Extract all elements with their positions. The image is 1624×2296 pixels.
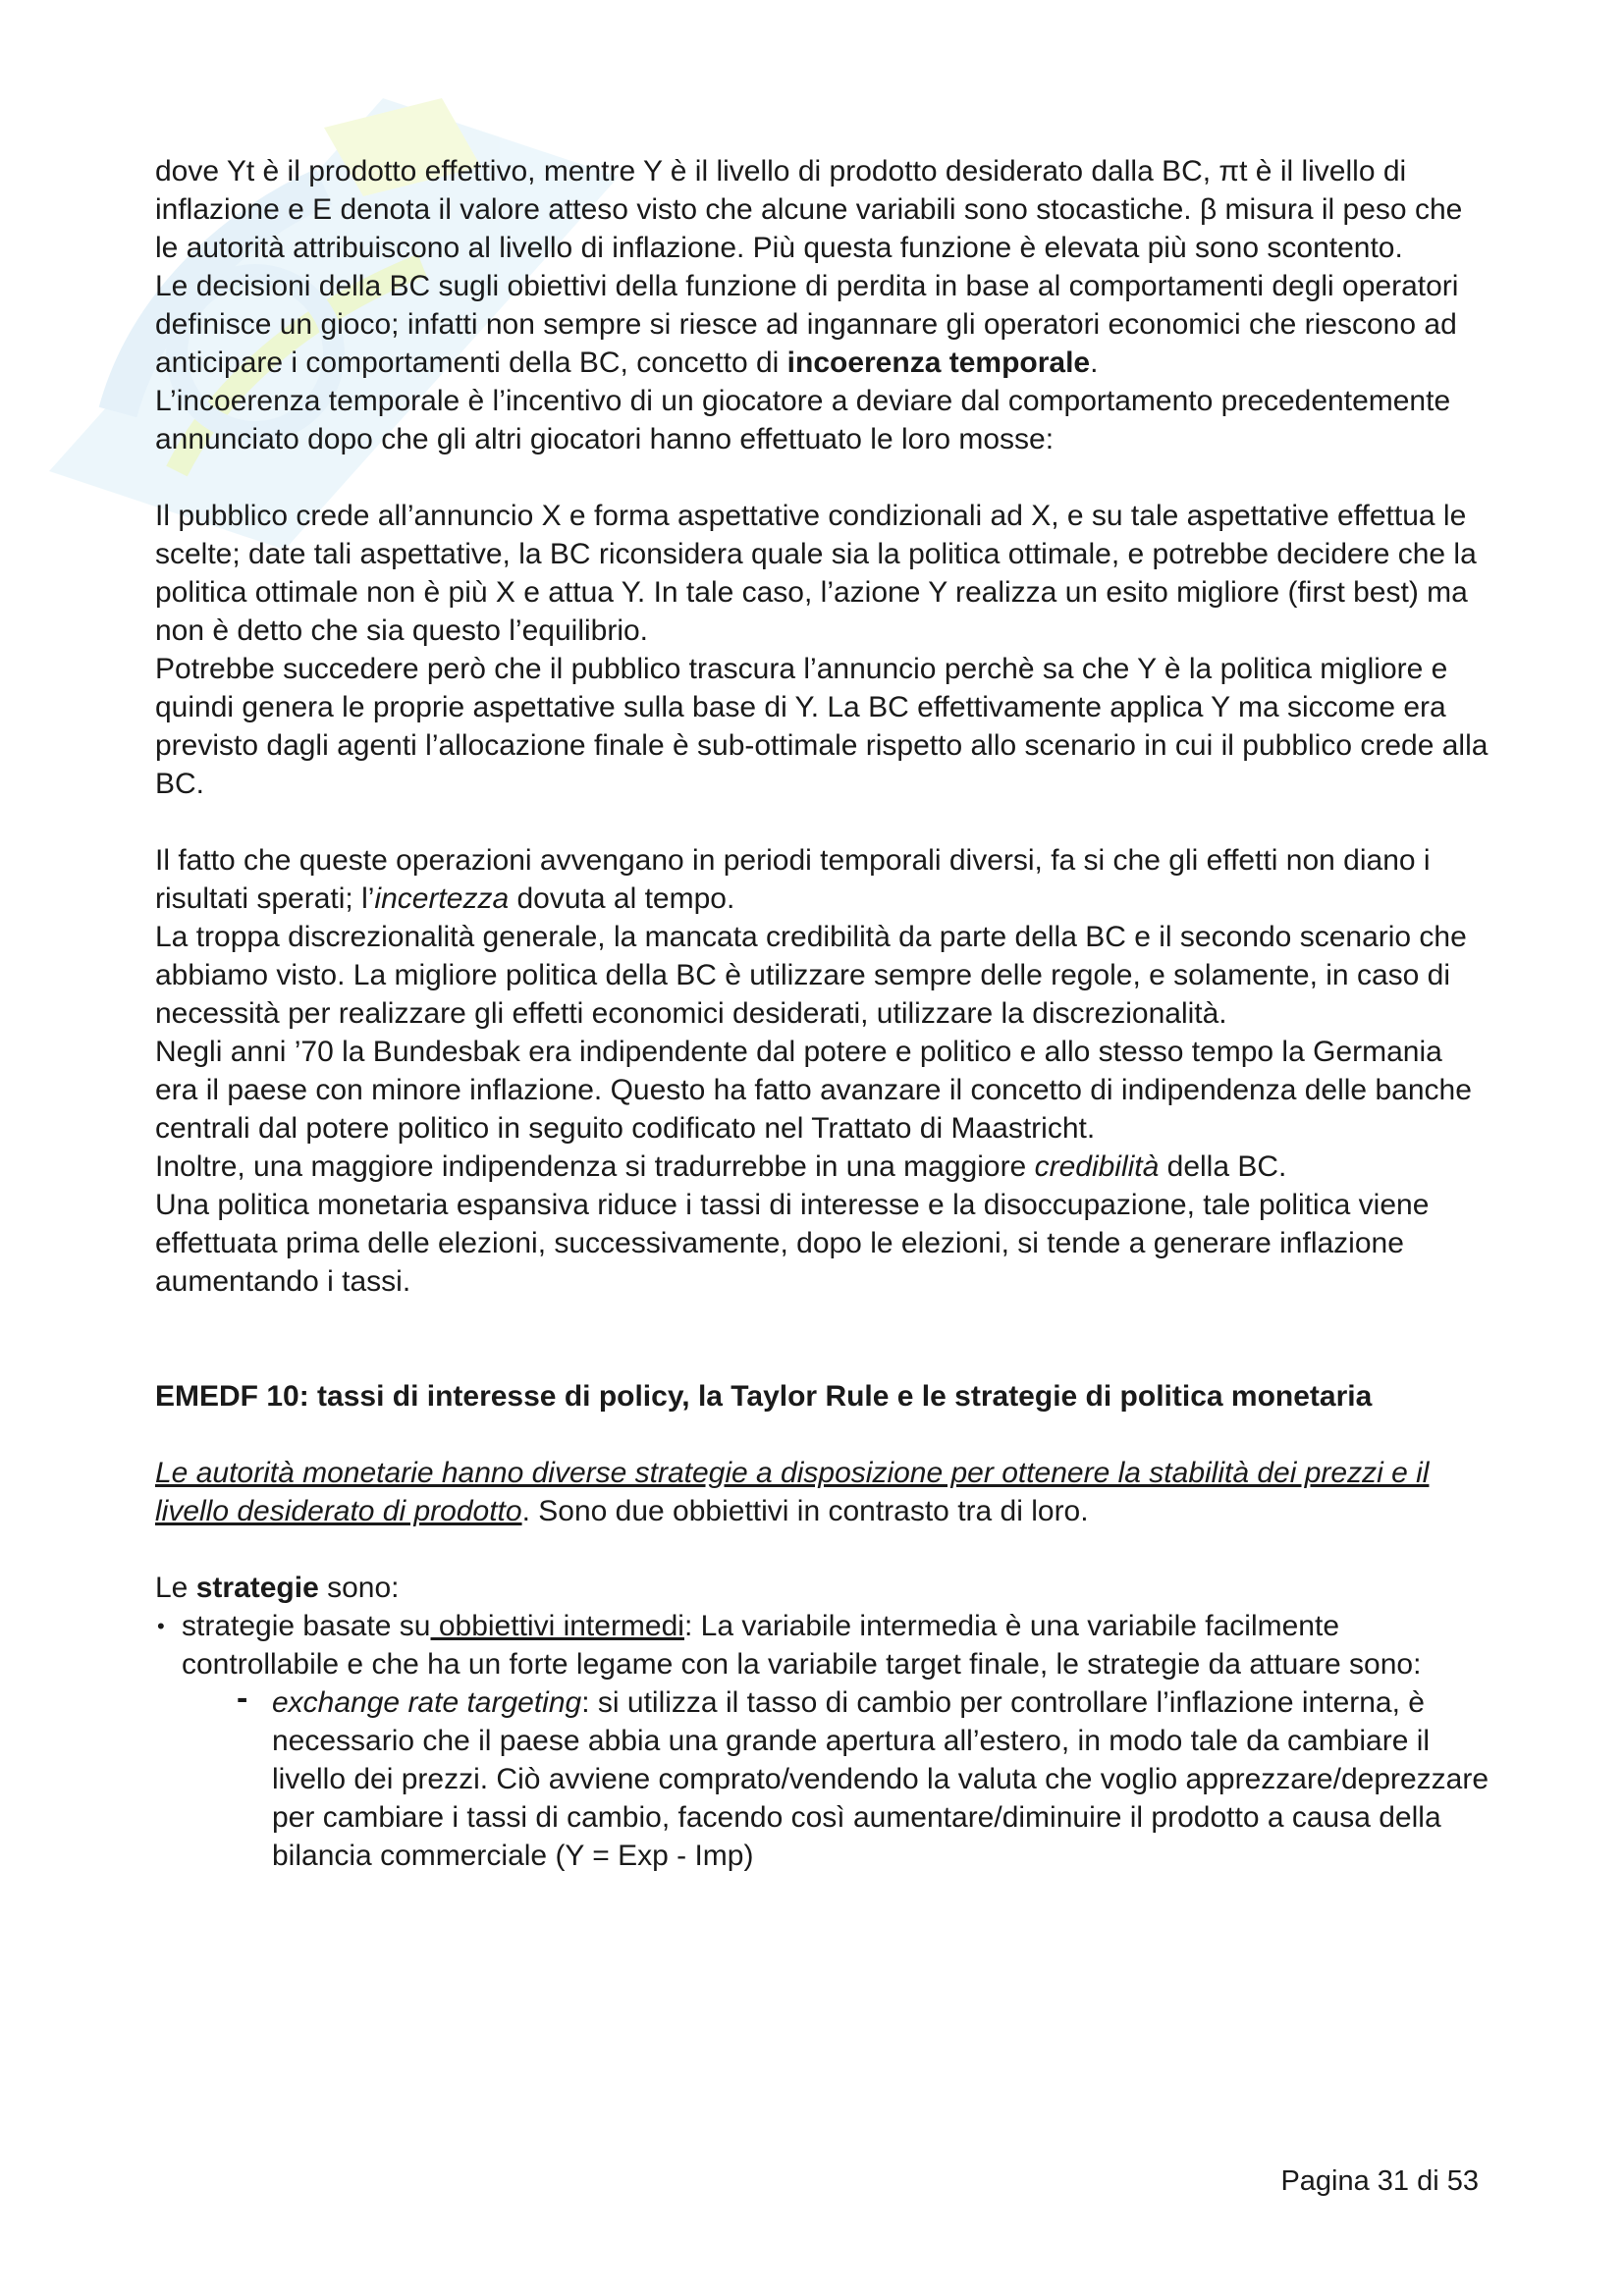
paragraph-2-bold: incoerenza temporale (786, 347, 1091, 379)
paragraph-discretion: La troppa discrezionalità generale, la mancata credibilità da parte della BC e il secondo scenario che abbiamo visto. La migliore politica della BC è utilizzare sempre delle regole, e solamente, in caso di necessità per realizzare gli effetti economici desiderati, utilizzare la discrezionalità. (155, 921, 1467, 1030)
strategies-bold: strategie (195, 1572, 319, 1604)
strategies-line (155, 1569, 1490, 1607)
page-number: Pagina 31 di 53 (1280, 2165, 1479, 2197)
list-item (155, 1607, 1490, 1875)
sub-item-1-italic: exchange rate targeting (272, 1686, 582, 1719)
strategies-post: sono: (318, 1572, 400, 1604)
paragraph-intro (155, 1454, 1490, 1530)
document-page (155, 152, 1490, 1875)
paragraph-6-end: dovuta al tempo. (509, 882, 735, 915)
strategies-pre: Le (155, 1572, 196, 1604)
sub-list-item (237, 1680, 1490, 1875)
paragraph-uncertainty (155, 841, 1490, 918)
bullet-1-pre: strategie basate su (182, 1610, 431, 1642)
paragraph-incoerenza (155, 267, 1490, 382)
paragraph-suboptimal: Potrebbe succedere però che il pubblico trascura l’annuncio perchè sa che Y è la politica migliore e quindi genera le proprie aspettative sulla base di Y. La BC effettivamente applica Y ma siccome era previsto dagli agenti l’allocazione finale è sub-ottimale rispetto allo scenario in cui il pubblico crede alla BC. (155, 653, 1489, 800)
strategies-list (155, 1607, 1490, 1875)
intro-underlined-italic: Le autorità monetarie hanno diverse strategie a disposizione per ottenere la stabilità dei prezzi e il livello desiderato di prodotto (155, 1457, 1430, 1527)
dash-marker: - (237, 1680, 248, 1717)
bullet-1-underlined: obbiettivi intermedi (430, 1610, 684, 1642)
paragraph-6-text: Il fatto che queste operazioni avvengano in periodi temporali diversi, fa si che gli effetti non diano i risultati sperati; l’ (155, 844, 1431, 915)
paragraph-2-end: . (1090, 347, 1099, 379)
sub-list (182, 1680, 1490, 1875)
paragraph-expansive-policy: Una politica monetaria espansiva riduce i tassi di interesse e la disoccupazione, tale politica viene effettuata prima delle elezioni, successivamente, dopo le elezioni, si tende a generare inflazione aumentando i tassi. (155, 1189, 1430, 1298)
paragraph-announcement: Il pubblico crede all’annuncio X e forma aspettative condizionali ad X, e su tale aspettative effettua le scelte; date tali aspettative, la BC riconsidera quale sia la politica ottimale, e potrebbe decidere che la politica ottimale non è più X e attua Y. In tale caso, l’azione Y realizza un esito migliore (first best) ma non è detto che sia questo l’equilibrio. (155, 500, 1477, 647)
paragraph-loss-function (155, 152, 1490, 267)
paragraph-2-text: Le decisioni della BC sugli obiettivi della funzione di perdita in base al comportamenti degli operatori definisce un gioco; infatti non sempre si riesce ad ingannare gli operatori economici che riescono ad anticipare i comportamenti della BC, concetto di (155, 270, 1459, 379)
paragraph-9-text: Inoltre, una maggiore indipendenza si tradurrebbe in una maggiore (155, 1150, 1035, 1183)
bullet-marker: • (157, 1614, 165, 1638)
paragraph-1-text: dove Yt è il prodotto effettivo, mentre Y è il livello di prodotto desiderato dalla BC, πt è il livello di inflazione e E denota il valore atteso visto che alcune variabili sono stocastiche. β misura il peso che le autorità attribuiscono al livello di inflazione. Più questa funzione è elevata più sono scontento. (155, 155, 1463, 264)
paragraph-definition: L’incoerenza temporale è l’incentivo di un giocatore a deviare dal comportamento precedentemente annunciato dopo che gli altri giocatori hanno effettuato le loro mosse: (155, 385, 1451, 455)
bullet-1-post: : La variabile intermedia è una variabile facilmente controllabile e che ha un forte legame con la variabile target finale, le strategie da attuare sono: (182, 1610, 1422, 1681)
paragraph-credibility (155, 1148, 1490, 1186)
paragraph-6-italic: incertezza (374, 882, 510, 915)
intro-rest: . Sono due obbiettivi in contrasto tra di loro. (521, 1495, 1089, 1527)
paragraph-9-end: della BC. (1159, 1150, 1287, 1183)
sub-item-1-text: : si utilizza il tasso di cambio per controllare l’inflazione interna, è necessario che il paese abbia una grande apertura all’estero, in modo tale da cambiare il livello dei prezzi. Ciò avviene comprato/vendendo la valuta che voglio apprezzare/deprezzare per cambiare i tassi di cambio, facendo così aumentare/diminuire il prodotto a causa della bilancia commerciale (Y = Exp - Imp) (272, 1686, 1489, 1872)
section-heading: EMEDF 10: tassi di interesse di policy, la Taylor Rule e le strategie di politica monetaria (155, 1380, 1373, 1413)
paragraph-bundesbank: Negli anni ’70 la Bundesbak era indipendente dal potere e politico e allo stesso tempo la Germania era il paese con minore inflazione. Questo ha fatto avanzare il concetto di indipendenza delle banche centrali dal potere politico in seguito codificato nel Trattato di Maastricht. (155, 1036, 1472, 1145)
paragraph-9-italic: credibilità (1034, 1150, 1160, 1183)
